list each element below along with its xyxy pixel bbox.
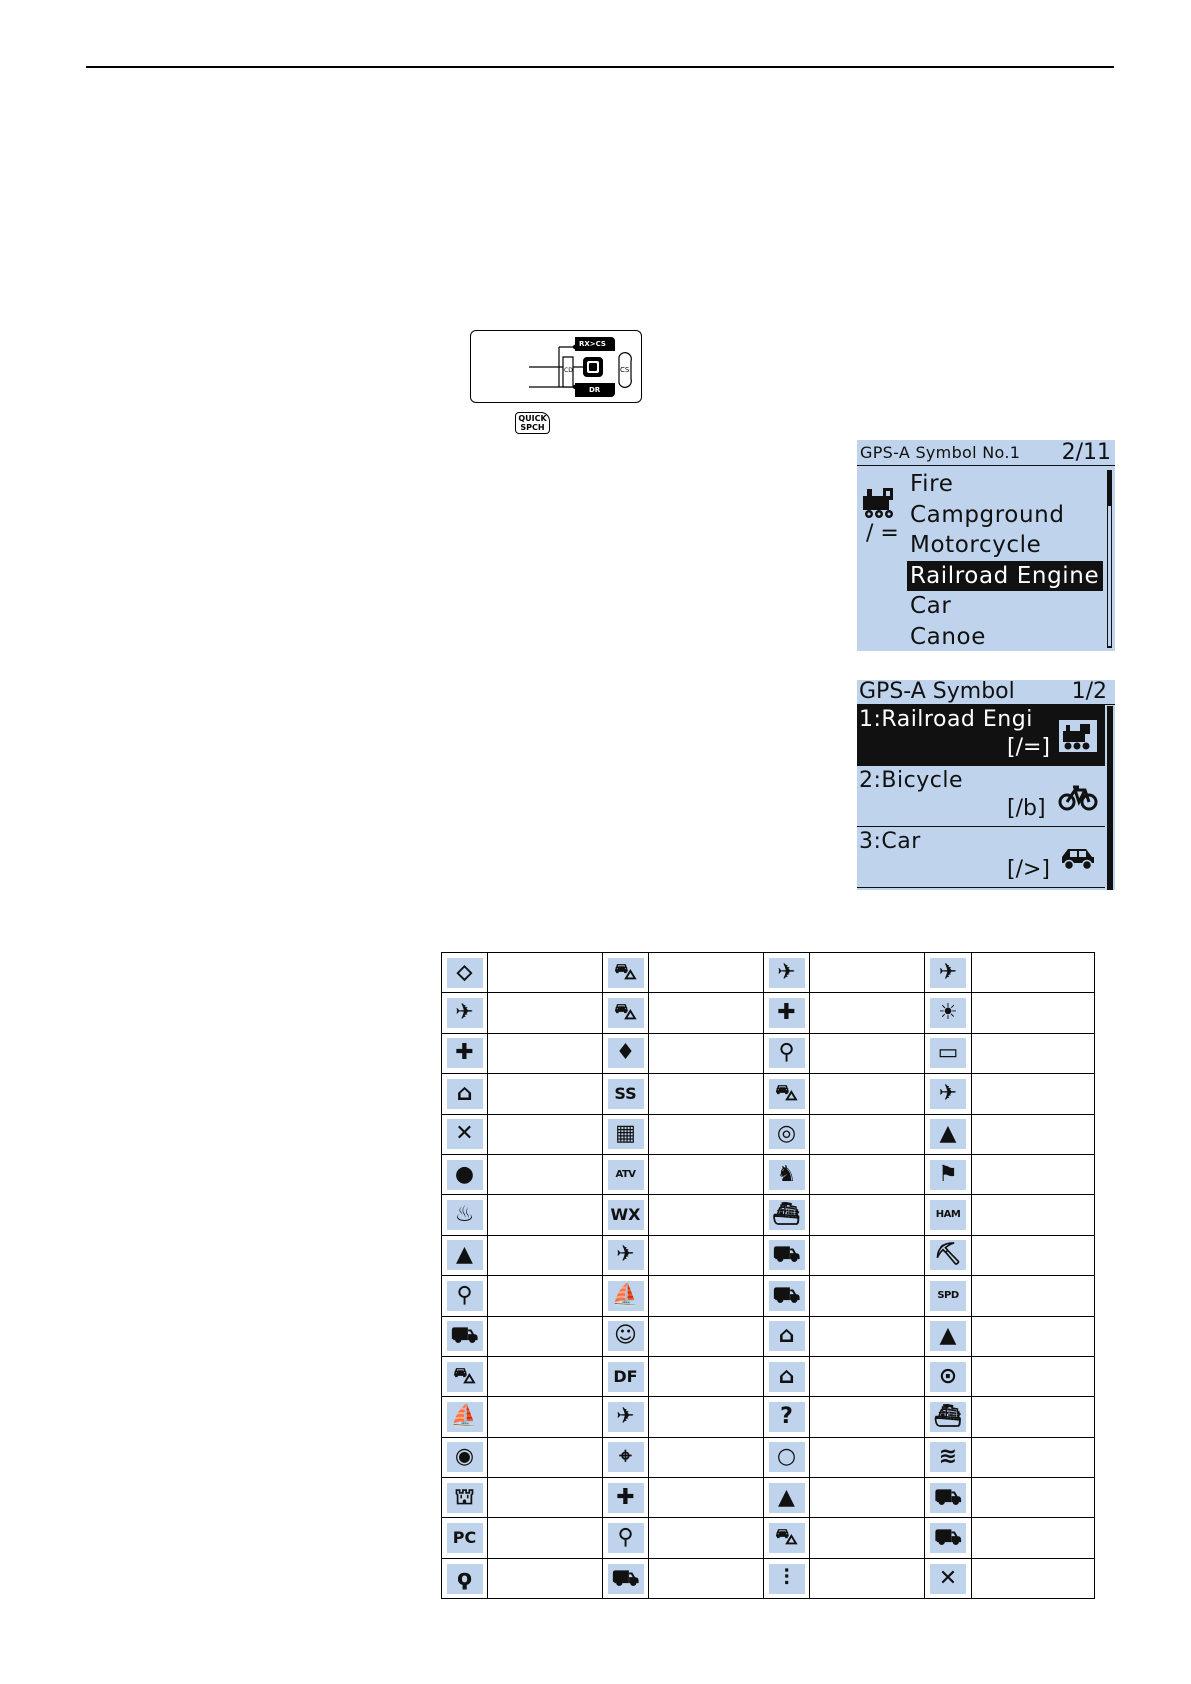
table-row bbox=[442, 1074, 1095, 1114]
symbol-name-cell bbox=[488, 993, 603, 1033]
screen-header bbox=[857, 440, 1115, 466]
scooter-icon: ⚲ bbox=[769, 1038, 805, 1068]
home-icon: ⌂ bbox=[447, 1079, 483, 1109]
symbol-name-cell bbox=[488, 1033, 603, 1073]
police-station-icon: ⬦ bbox=[447, 958, 483, 988]
rv-icon: ▭ bbox=[930, 1038, 966, 1068]
list-item[interactable]: Campground bbox=[910, 501, 1065, 528]
satellite-dish-icon: ⌖ bbox=[608, 1442, 644, 1472]
list-item[interactable]: Fire bbox=[910, 471, 954, 497]
scrollbar[interactable] bbox=[1107, 706, 1113, 890]
sstv-icon: SS bbox=[608, 1079, 644, 1109]
symbol-name-cell bbox=[649, 1397, 764, 1437]
table-row bbox=[442, 1276, 1095, 1316]
symbol-name-cell bbox=[972, 1558, 1095, 1598]
quick-spch-key: QUICK SPCH bbox=[515, 412, 550, 434]
table-row bbox=[442, 1356, 1095, 1396]
target-dot-icon: ⊙ bbox=[930, 1362, 966, 1392]
symbol-name-cell bbox=[488, 1397, 603, 1437]
symbol-name-cell bbox=[488, 1195, 603, 1235]
table-row bbox=[442, 1195, 1095, 1235]
table-row bbox=[442, 1033, 1095, 1073]
symbol-name-cell bbox=[488, 953, 603, 993]
symbol-name-cell bbox=[972, 1356, 1095, 1396]
symbol-name-cell bbox=[649, 1074, 764, 1114]
symbol-name-cell bbox=[810, 1437, 925, 1477]
plane-icon: ✈ bbox=[930, 1079, 966, 1109]
table-row bbox=[442, 1478, 1095, 1518]
symbol-name-cell bbox=[488, 1235, 603, 1275]
symbol-name-cell bbox=[972, 1114, 1095, 1154]
eye-icon: ◉ bbox=[447, 1442, 483, 1472]
car-icon bbox=[1058, 841, 1098, 875]
shuttle-icon: ✈ bbox=[930, 958, 966, 988]
table-row bbox=[442, 1558, 1095, 1598]
symbol-name-cell bbox=[488, 1356, 603, 1396]
fire-icon: ♨ bbox=[447, 1200, 483, 1230]
keypad-right-key-label: CS bbox=[620, 366, 630, 374]
table-row bbox=[442, 1114, 1095, 1154]
symbol-name-cell bbox=[972, 993, 1095, 1033]
symbol-row-code: [/>] bbox=[1007, 857, 1051, 882]
house-icon: ⌂ bbox=[769, 1362, 805, 1392]
symbol-name-cell bbox=[649, 1235, 764, 1275]
symbol-name-cell bbox=[810, 1316, 925, 1356]
symbol-name-cell bbox=[488, 1558, 603, 1598]
symbol-name-cell bbox=[972, 1235, 1095, 1275]
keypad-top-key-label: RX>CS bbox=[579, 340, 606, 348]
symbol-name-cell bbox=[488, 1276, 603, 1316]
symbol-name-cell bbox=[488, 1074, 603, 1114]
table-row bbox=[442, 1437, 1095, 1477]
symbol-name-cell bbox=[488, 1316, 603, 1356]
helicopter-icon: ✈ bbox=[608, 1240, 644, 1270]
symbol-row-name: 3:Car bbox=[859, 829, 921, 854]
bus-icon: ▦ bbox=[608, 1119, 644, 1149]
circle-icon: ○ bbox=[769, 1442, 805, 1472]
keypad-bottom-key-label: DR bbox=[589, 386, 601, 394]
symbol-name-cell bbox=[810, 1195, 925, 1235]
police-car-icon: ⛍ bbox=[608, 958, 644, 988]
symbol-name-cell bbox=[649, 1114, 764, 1154]
list-item-selected[interactable]: Railroad Engine bbox=[907, 561, 1103, 592]
symbol-name-cell bbox=[810, 953, 925, 993]
symbol-name-cell bbox=[810, 1478, 925, 1518]
symbol-table bbox=[441, 952, 1095, 1599]
df-station-icon: DF bbox=[608, 1362, 644, 1392]
pc-user-icon: PC bbox=[447, 1523, 483, 1553]
excavator-icon: ⛏ bbox=[930, 1240, 966, 1270]
sun-icon: ☀ bbox=[930, 998, 966, 1028]
van-icon: ⛟ bbox=[930, 1523, 966, 1553]
symbol-name-cell bbox=[649, 1154, 764, 1194]
rocket-icon: ♦ bbox=[608, 1038, 644, 1068]
canoe-icon: ⛵ bbox=[447, 1402, 483, 1432]
small-aircraft-icon: ✈ bbox=[769, 958, 805, 988]
railroad-engine-icon bbox=[1058, 719, 1098, 753]
symbol-name-cell bbox=[649, 1276, 764, 1316]
symbol-name-cell bbox=[488, 1478, 603, 1518]
table-row bbox=[442, 1316, 1095, 1356]
boat-icon: ⛴ bbox=[930, 1402, 966, 1432]
symbol-name-cell bbox=[810, 1235, 925, 1275]
symbol-name-cell bbox=[488, 1437, 603, 1477]
aircraft-icon: ✈ bbox=[608, 1402, 644, 1432]
page-indicator: 1/2 bbox=[1071, 680, 1107, 704]
triangle-circle-icon: ▲ bbox=[930, 1119, 966, 1149]
header-rule bbox=[86, 66, 1114, 68]
symbol-name-cell bbox=[810, 1356, 925, 1396]
screen-title: GPS-A Symbol No.1 bbox=[860, 443, 1021, 462]
table-row bbox=[442, 1397, 1095, 1437]
digipeater-icon: ✈ bbox=[447, 998, 483, 1028]
tent-icon: ▲ bbox=[769, 1483, 805, 1513]
keypad-left-key-label: CD bbox=[564, 367, 573, 374]
symbol-row-name: 1:Railroad Engi bbox=[859, 707, 1033, 732]
symbol-name-cell bbox=[972, 1478, 1095, 1518]
speed-sign-icon: SPD bbox=[930, 1281, 966, 1311]
scrollbar[interactable] bbox=[1107, 470, 1112, 648]
symbol-name-cell bbox=[649, 953, 764, 993]
van-icon: ⛟ bbox=[769, 1281, 805, 1311]
symbol-name-cell bbox=[972, 1033, 1095, 1073]
car-icon: ⛍ bbox=[769, 1523, 805, 1553]
symbol-row-code: [/b] bbox=[1007, 796, 1046, 821]
symbol-name-cell bbox=[649, 1033, 764, 1073]
yacht-icon: ⛴ bbox=[769, 1200, 805, 1230]
symbol-name-cell bbox=[488, 1114, 603, 1154]
symbol-name-cell bbox=[810, 1558, 925, 1598]
symbol-row-selected[interactable] bbox=[857, 705, 1105, 766]
truck-icon: ⛟ bbox=[769, 1240, 805, 1270]
person-icon: ☺ bbox=[608, 1321, 644, 1351]
symbol-name-cell bbox=[972, 1518, 1095, 1558]
triangle-icon: ▲ bbox=[930, 1321, 966, 1351]
house-antenna-icon: ⌂ bbox=[769, 1321, 805, 1351]
symbol-name-cell bbox=[810, 1033, 925, 1073]
railroad-engine-icon: ⛟ bbox=[447, 1321, 483, 1351]
symbol-name-cell bbox=[810, 1074, 925, 1114]
flag-icon: ⚑ bbox=[930, 1160, 966, 1190]
symbol-name-cell bbox=[810, 1154, 925, 1194]
symbol-name-cell bbox=[810, 1518, 925, 1558]
symbol-name-cell bbox=[649, 1518, 764, 1558]
cross-icon: ✚ bbox=[447, 1038, 483, 1068]
car-icon: ⛍ bbox=[447, 1362, 483, 1392]
symbol-name-cell bbox=[488, 1518, 603, 1558]
table-row bbox=[442, 993, 1095, 1033]
symbol-name-cell bbox=[649, 1558, 764, 1598]
bicycle-icon: ⚲ bbox=[608, 1523, 644, 1553]
list-item[interactable]: Canoe bbox=[910, 623, 986, 650]
target-icon: ◎ bbox=[769, 1119, 805, 1149]
tractor-trailer-icon: ⛟ bbox=[930, 1483, 966, 1513]
symbol-row[interactable] bbox=[857, 766, 1105, 827]
symbol-name-cell bbox=[972, 1397, 1095, 1437]
symbol-name-cell bbox=[810, 1114, 925, 1154]
railroad-engine-icon bbox=[861, 486, 901, 520]
list-item[interactable]: Car bbox=[910, 593, 952, 619]
symbol-name-cell bbox=[972, 1195, 1095, 1235]
symbol-name-cell bbox=[649, 1478, 764, 1518]
school-icon: ⛫ bbox=[447, 1483, 483, 1513]
x-icon: ✕ bbox=[447, 1119, 483, 1149]
wx-station-icon: WX bbox=[608, 1200, 644, 1230]
symbol-name-cell bbox=[488, 1154, 603, 1194]
symbol-name-cell bbox=[649, 1356, 764, 1396]
symbol-select-screen bbox=[857, 680, 1115, 890]
balloon-icon: ϙ bbox=[447, 1564, 483, 1594]
campground-icon: ▲ bbox=[447, 1240, 483, 1270]
screen-title: GPS-A Symbol bbox=[859, 680, 1015, 704]
symbol-name-cell bbox=[649, 1316, 764, 1356]
table-row bbox=[442, 953, 1095, 993]
symbol-name-cell bbox=[649, 1195, 764, 1235]
symbol-name-cell bbox=[972, 1154, 1095, 1194]
screen-header bbox=[857, 680, 1115, 705]
motorcycle-icon: ⚲ bbox=[447, 1281, 483, 1311]
keypad-illustration bbox=[470, 330, 642, 403]
symbol-name-cell bbox=[810, 993, 925, 1033]
symbol-list bbox=[907, 469, 1103, 651]
table-row bbox=[442, 1154, 1095, 1194]
bicycle-icon bbox=[1058, 780, 1098, 814]
table-row bbox=[442, 1235, 1095, 1275]
sailboat-icon: ⛵ bbox=[608, 1281, 644, 1311]
pickup-icon: ⛍ bbox=[769, 1079, 805, 1109]
symbol-name-cell bbox=[810, 1276, 925, 1316]
symbol-name-cell bbox=[810, 1397, 925, 1437]
symbol-name-cell bbox=[972, 953, 1095, 993]
hospital-icon: ✚ bbox=[769, 998, 805, 1028]
symbol-row-name: 2:Bicycle bbox=[859, 768, 963, 793]
symbol-name-cell bbox=[972, 1316, 1095, 1356]
symbol-code: / = bbox=[866, 521, 899, 546]
symbol-name-cell bbox=[972, 1074, 1095, 1114]
list-item[interactable]: Motorcycle bbox=[910, 532, 1042, 558]
jet-icon: ✕ bbox=[930, 1564, 966, 1594]
symbol-name-cell bbox=[649, 993, 764, 1033]
dot-icon: ● bbox=[447, 1160, 483, 1190]
symbol-list-screen bbox=[857, 440, 1115, 651]
symbol-row-code: [/=] bbox=[1007, 735, 1051, 760]
symbol-name-cell bbox=[649, 1437, 764, 1477]
unknown-icon: ? bbox=[769, 1402, 805, 1432]
dog-icon: ♞ bbox=[769, 1160, 805, 1190]
atv-icon: ATV bbox=[608, 1160, 644, 1190]
page-indicator: 2/11 bbox=[1061, 440, 1111, 465]
symbol-name-cell bbox=[972, 1276, 1095, 1316]
ambulance-icon: ✚ bbox=[608, 1483, 644, 1513]
fire-truck-icon: ⛟ bbox=[608, 1564, 644, 1594]
symbol-row[interactable] bbox=[857, 827, 1105, 888]
tornado-icon: ≋ bbox=[930, 1442, 966, 1472]
tower-icon: ⫶ bbox=[769, 1564, 805, 1594]
table-row bbox=[442, 1518, 1095, 1558]
jeep-icon: ⛍ bbox=[608, 998, 644, 1028]
symbol-name-cell bbox=[972, 1437, 1095, 1477]
ham-store-icon: HAM bbox=[930, 1200, 966, 1230]
